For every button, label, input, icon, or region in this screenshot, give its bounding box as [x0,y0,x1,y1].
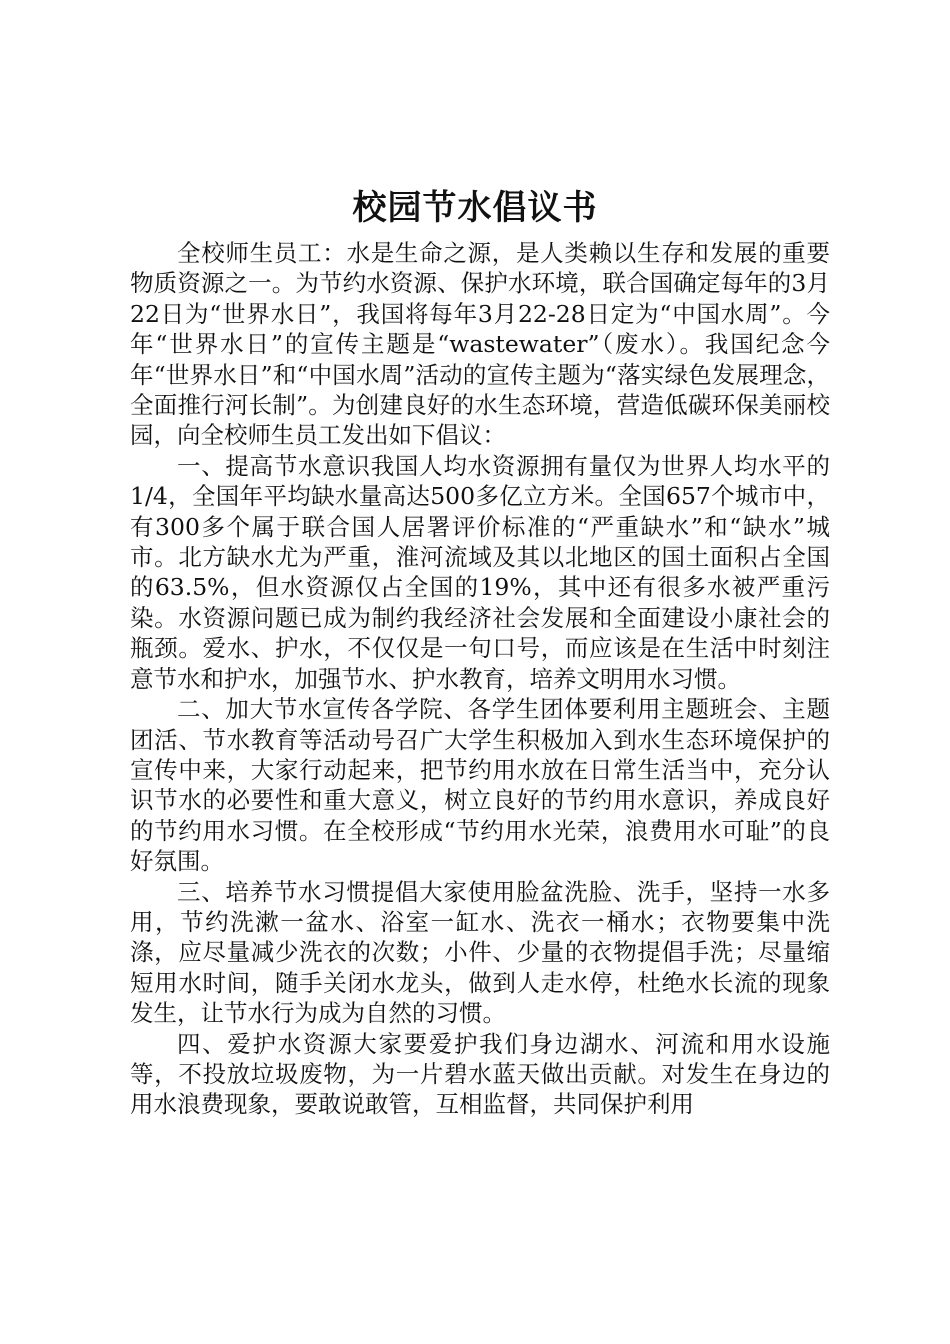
document-body [130,238,830,1120]
paragraph-protection: 四、爱护水资源大家要爱护我们身边湖水、河流和用水设施等，不投放垃圾废物，为一片碧水蓝天做出贡献。对发生在身边的用水浪费现象，要敢说敢管，互相监督，共同保护利用 [130,1029,830,1119]
paragraph-publicity: 二、加大节水宣传各学院、各学生团体要利用主题班会、主题团活、节水教育等活动号召广大学生积极加入到水生态环境保护的宣传中来，大家行动起来，把节约用水放在日常生活当中，充分认识节水的必要性和重大意义，树立良好的节约用水意识，养成良好的节约用水习惯。在全校形成“节约用水光荣，浪费用水可耻”的良好氛围。 [130,695,830,876]
paragraph-habits: 三、培养节水习惯提倡大家使用脸盆洗脸、洗手，坚持一水多用，节约洗漱一盆水、浴室一缸水、洗衣一桶水；衣物要集中洗涤，应尽量减少洗衣的次数；小件、少量的衣物提倡手洗；尽量缩短用水时间，随手关闭水龙头，做到人走水停，杜绝水长流的现象发生，让节水行为成为自然的习惯。 [130,877,830,1028]
paragraph-awareness: 一、提高节水意识我国人均水资源拥有量仅为世界人均水平的1/4，全国年平均缺水量高达500多亿立方米。全国657个城市中，有300多个属于联合国人居署评价标准的“严重缺水”和“缺水”城市。北方缺水尤为严重，淮河流域及其以北地区的国土面积占全国的63.5%，但水资源仅占全国的19%，其中还有很多水被严重污染。水资源问题已成为制约我经济社会发展和全面建设小康社会的瓶颈。爱水、护水，不仅仅是一句口号，而应该是在生活中时刻注意节水和护水，加强节水、护水教育，培养文明用水习惯。 [130,451,830,693]
document-title: 校园节水倡议书 [352,188,598,228]
paragraph-intro: 全校师生员工：水是生命之源，是人类赖以生存和发展的重要物质资源之一。为节约水资源、保护水环境，联合国确定每年的3月22日为“世界水日”，我国将每年3月22-28日定为“中国水周”。今年“世界水日”的宣传主题是“wastewater”（废水）。我国纪念今年“世界水日”和“中国水周”活动的宣传主题为“落实绿色发展理念，全面推行河长制”。为创建良好的水生态环境，营造低碳环保美丽校园，向全校师生员工发出如下倡议： [130,239,830,450]
